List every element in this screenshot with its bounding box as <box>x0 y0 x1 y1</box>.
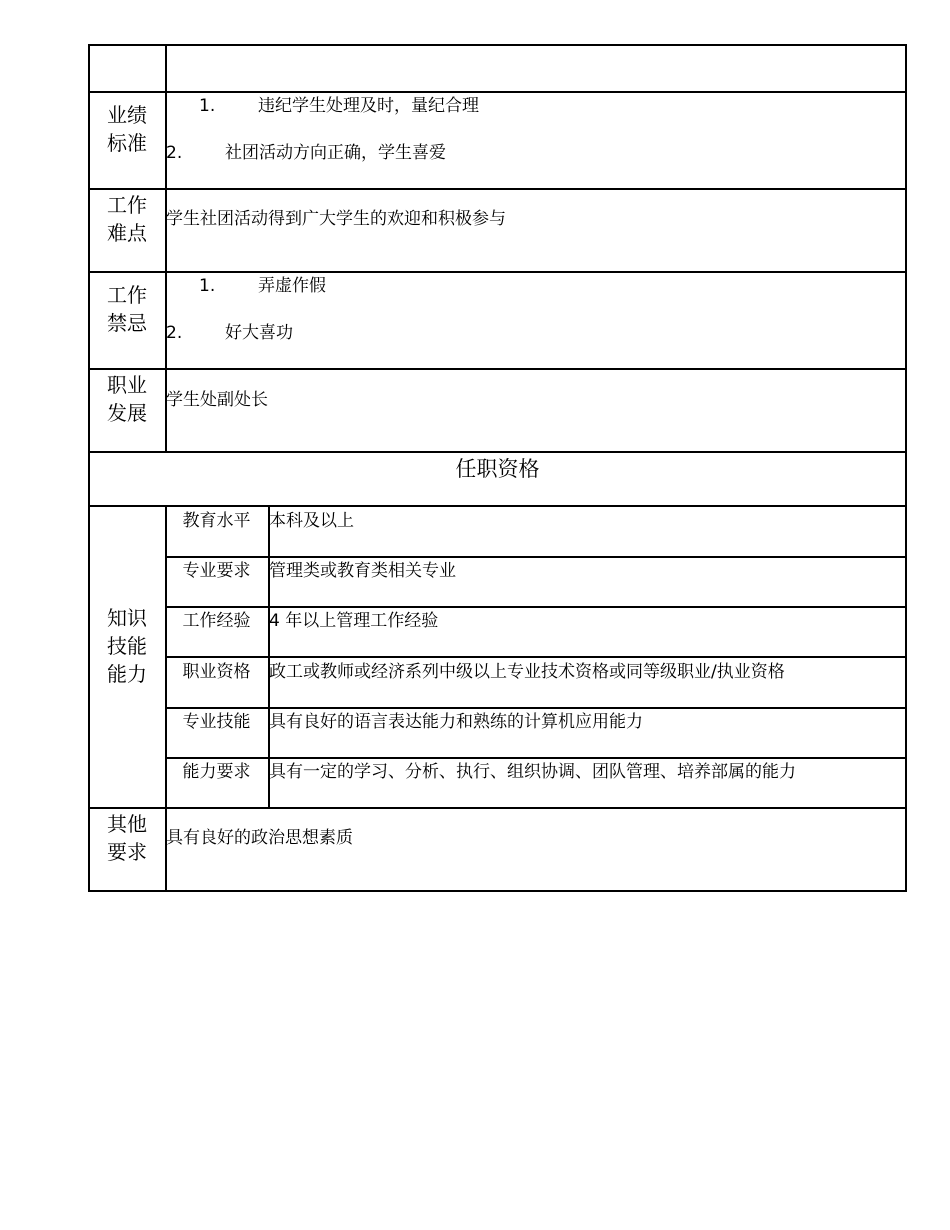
qualification-value-education: 本科及以上 <box>269 511 354 531</box>
prohibitions-label <box>88 281 166 337</box>
item-text: 弄虚作假 <box>258 276 326 296</box>
row-divider <box>88 368 907 370</box>
other-label-line1: 其他 <box>107 812 147 836</box>
item-number: 2. <box>166 323 183 343</box>
qualification-value-certification: 政工或教师或经济系列中级以上专业技术资格或同等级职业/执业资格 <box>269 662 785 682</box>
other-label <box>88 810 166 866</box>
qualification-label-education: 教育水平 <box>182 511 251 531</box>
difficulty-label-line1: 工作 <box>107 193 147 217</box>
prohibitions-item-2 <box>166 321 293 345</box>
subrow-divider <box>165 757 907 759</box>
career-label-line1: 职业 <box>107 373 147 397</box>
item-number: 1. <box>199 276 216 296</box>
table-top-border <box>88 44 907 46</box>
qualification-value-ability: 具有一定的学习、分析、执行、组织协调、团队管理、培养部属的能力 <box>269 762 796 782</box>
other-label-line2: 要求 <box>107 840 147 864</box>
qualification-group-label <box>88 604 166 688</box>
row-divider <box>88 505 907 507</box>
row-divider <box>88 271 907 273</box>
performance-label-line2: 标准 <box>107 131 147 155</box>
prohibitions-item-1 <box>199 274 326 298</box>
prohibitions-label-line2: 禁忌 <box>107 311 147 335</box>
qualification-value-major: 管理类或教育类相关专业 <box>269 561 456 581</box>
item-text: 社团活动方向正确，学生喜爱 <box>225 143 446 163</box>
qualification-section-title: 任职资格 <box>455 457 540 481</box>
subrow-divider <box>165 707 907 709</box>
group-label-line1: 知识 <box>107 606 147 630</box>
qualification-label-skills: 专业技能 <box>182 712 251 732</box>
qualification-label-certification: 职业资格 <box>182 662 251 682</box>
performance-label-line1: 业绩 <box>107 103 147 127</box>
row-divider <box>88 91 907 93</box>
difficulty-label <box>88 191 166 247</box>
table-bottom-border <box>88 890 907 892</box>
row-divider <box>88 807 907 809</box>
performance-item-2 <box>166 141 446 165</box>
performance-item-1 <box>199 94 479 118</box>
qualification-label-ability: 能力要求 <box>182 762 251 782</box>
subrow-divider <box>165 556 907 558</box>
item-text: 违纪学生处理及时，量纪合理 <box>258 96 479 116</box>
group-label-line3: 能力 <box>107 662 147 686</box>
difficulty-text: 学生社团活动得到广大学生的欢迎和积极参与 <box>166 209 506 229</box>
qualification-label-major: 专业要求 <box>182 561 251 581</box>
subrow-divider <box>165 656 907 658</box>
row-divider <box>88 188 907 190</box>
subrow-divider <box>165 606 907 608</box>
career-label-line2: 发展 <box>107 401 147 425</box>
career-label <box>88 371 166 427</box>
group-label-line2: 技能 <box>107 634 147 658</box>
item-number: 1. <box>199 96 216 116</box>
qualification-value-experience: 4 年以上管理工作经验 <box>269 611 439 631</box>
career-text: 学生处副处长 <box>166 390 268 410</box>
performance-label <box>88 101 166 157</box>
qualification-label-experience: 工作经验 <box>182 611 251 631</box>
item-number: 2. <box>166 143 183 163</box>
other-text: 具有良好的政治思想素质 <box>166 828 353 848</box>
qualification-value-skills: 具有良好的语言表达能力和熟练的计算机应用能力 <box>269 712 643 732</box>
item-text: 好大喜功 <box>225 323 293 343</box>
prohibitions-label-line1: 工作 <box>107 283 147 307</box>
difficulty-label-line2: 难点 <box>107 221 147 245</box>
row-divider <box>88 451 907 453</box>
